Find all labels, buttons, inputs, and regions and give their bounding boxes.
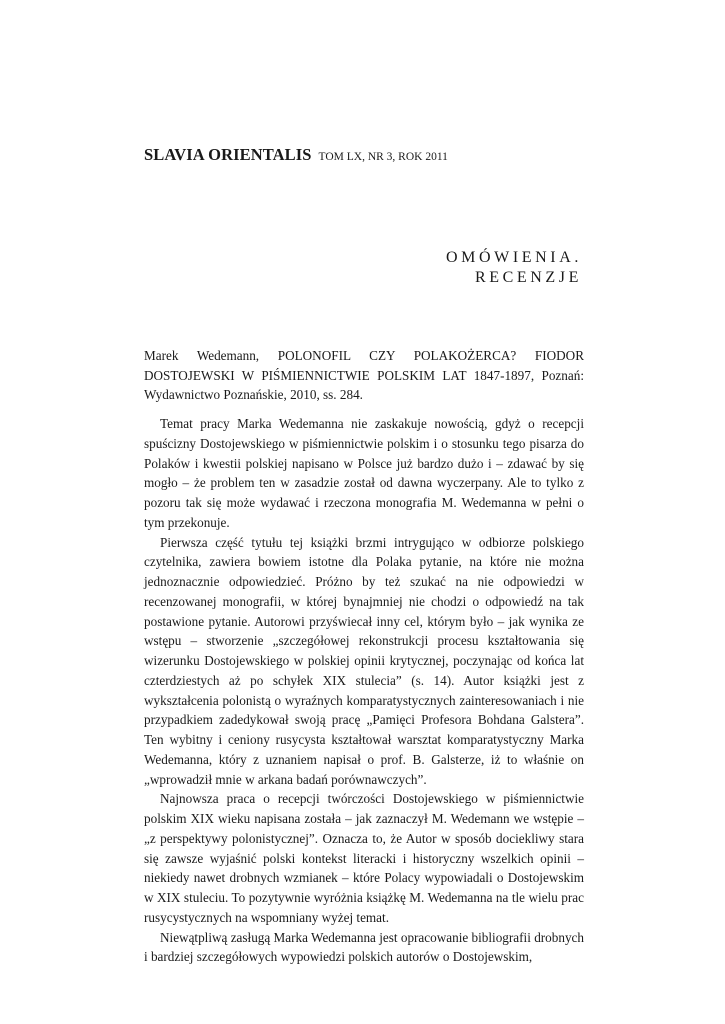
paragraph-1: Temat pracy Marka Wedemanna nie zaskakuje nowością, gdyż o recepcji spuścizny Dostojewskiego w piśmiennictwie polskim i o stosunku tego pisarza do Polaków i kwestii polskiej napisano w Polsce już bardzo dużo i – zdawać by się mogło – że problem ten w zasadzie został od dawna wyczerpany. Ale to tylko z pozoru tak się może wydawać i rzeczona monografia M. Wedemanna w pełni o tym przekonuje.	[144, 416, 584, 530]
journal-title: SLAVIA ORIENTALIS	[144, 145, 312, 164]
section-heading	[446, 248, 582, 288]
section-heading-line-1: OMÓWIENIA.	[446, 249, 582, 266]
running-header	[144, 145, 584, 165]
review-citation: Marek Wedemann, POLONOFIL CZY POLAKOŻERCA? FIODOR DOSTOJEWSKI W PIŚMIENNICTWIE POLSKIM LAT 1847-1897, Poznań: Wydawnictwo Poznańskie, 2010, ss. 284.	[144, 348, 584, 403]
review-body	[144, 414, 584, 967]
paragraph-4: Niewątpliwą zasługą Marka Wedemanna jest opracowanie bibliografii drobnych i bardziej szczegółowych wypowiedzi polskich autorów o Dostojewskim,	[144, 929, 584, 965]
issue-info: TOM LX, NR 3, ROK 2011	[318, 151, 448, 163]
paragraph-3: Najnowsza praca o recepcji twórczości Dostojewskiego w piśmiennictwie polskim XIX wieku napisana została – jak zaznaczył M. Wedemann we wstępie – „z perspektywy polonistycznej”. Oznacza to, że Autor w sposób dociekliwy stara się zawsze wyjaśnić polski kontekst literacki i historyczny wszelkich opinii – niekiedy nawet drobnych wzmianek – które Polacy wypowiadali o Dostojewskim w XIX stuleciu. To pozytywnie wyróżnia książkę M. Wedemanna na tle wielu prac rusycystycznych na wspomniany wyżej temat.	[144, 791, 584, 925]
section-heading-line-2: RECENZJE	[474, 269, 582, 286]
paragraph-2: Pierwsza część tytułu tej książki brzmi intrygująco w odbiorze polskiego czytelnika, zawiera bowiem istotne dla Polaka pytanie, na które nie można jednoznacznie odpowiedzieć. Próżno by też szukać na nie odpowiedzi w recenzowanej monografii, w której bynajmniej nie chodzi o odpowiedź na tak postawione pytanie. Autorowi przyświecał inny cel, którym było – jak wynika ze wstępu – stworzenie „szczegółowej rekonstrukcji procesu kształtowania się wizerunku Dostojewskiego w polskiej opinii krytycznej, poczynając od końca lat czterdziestych aż po schyłek XIX stulecia” (s. 14). Autor książki jest z wykształcenia polonistą o wyraźnych komparatystycznych zainteresowaniach i nie przypadkiem zadedykował swoją pracę „Pamięci Profesora Bohdana Galstera”. Ten wybitny i ceniony rusycysta kształtował warsztat komparatystyczny Marka Wedemanna, który z uznaniem napisał o prof. B. Galsterze, iż to właśnie on „wprowadził mnie w arkana badań porównawczych”.	[144, 534, 584, 787]
